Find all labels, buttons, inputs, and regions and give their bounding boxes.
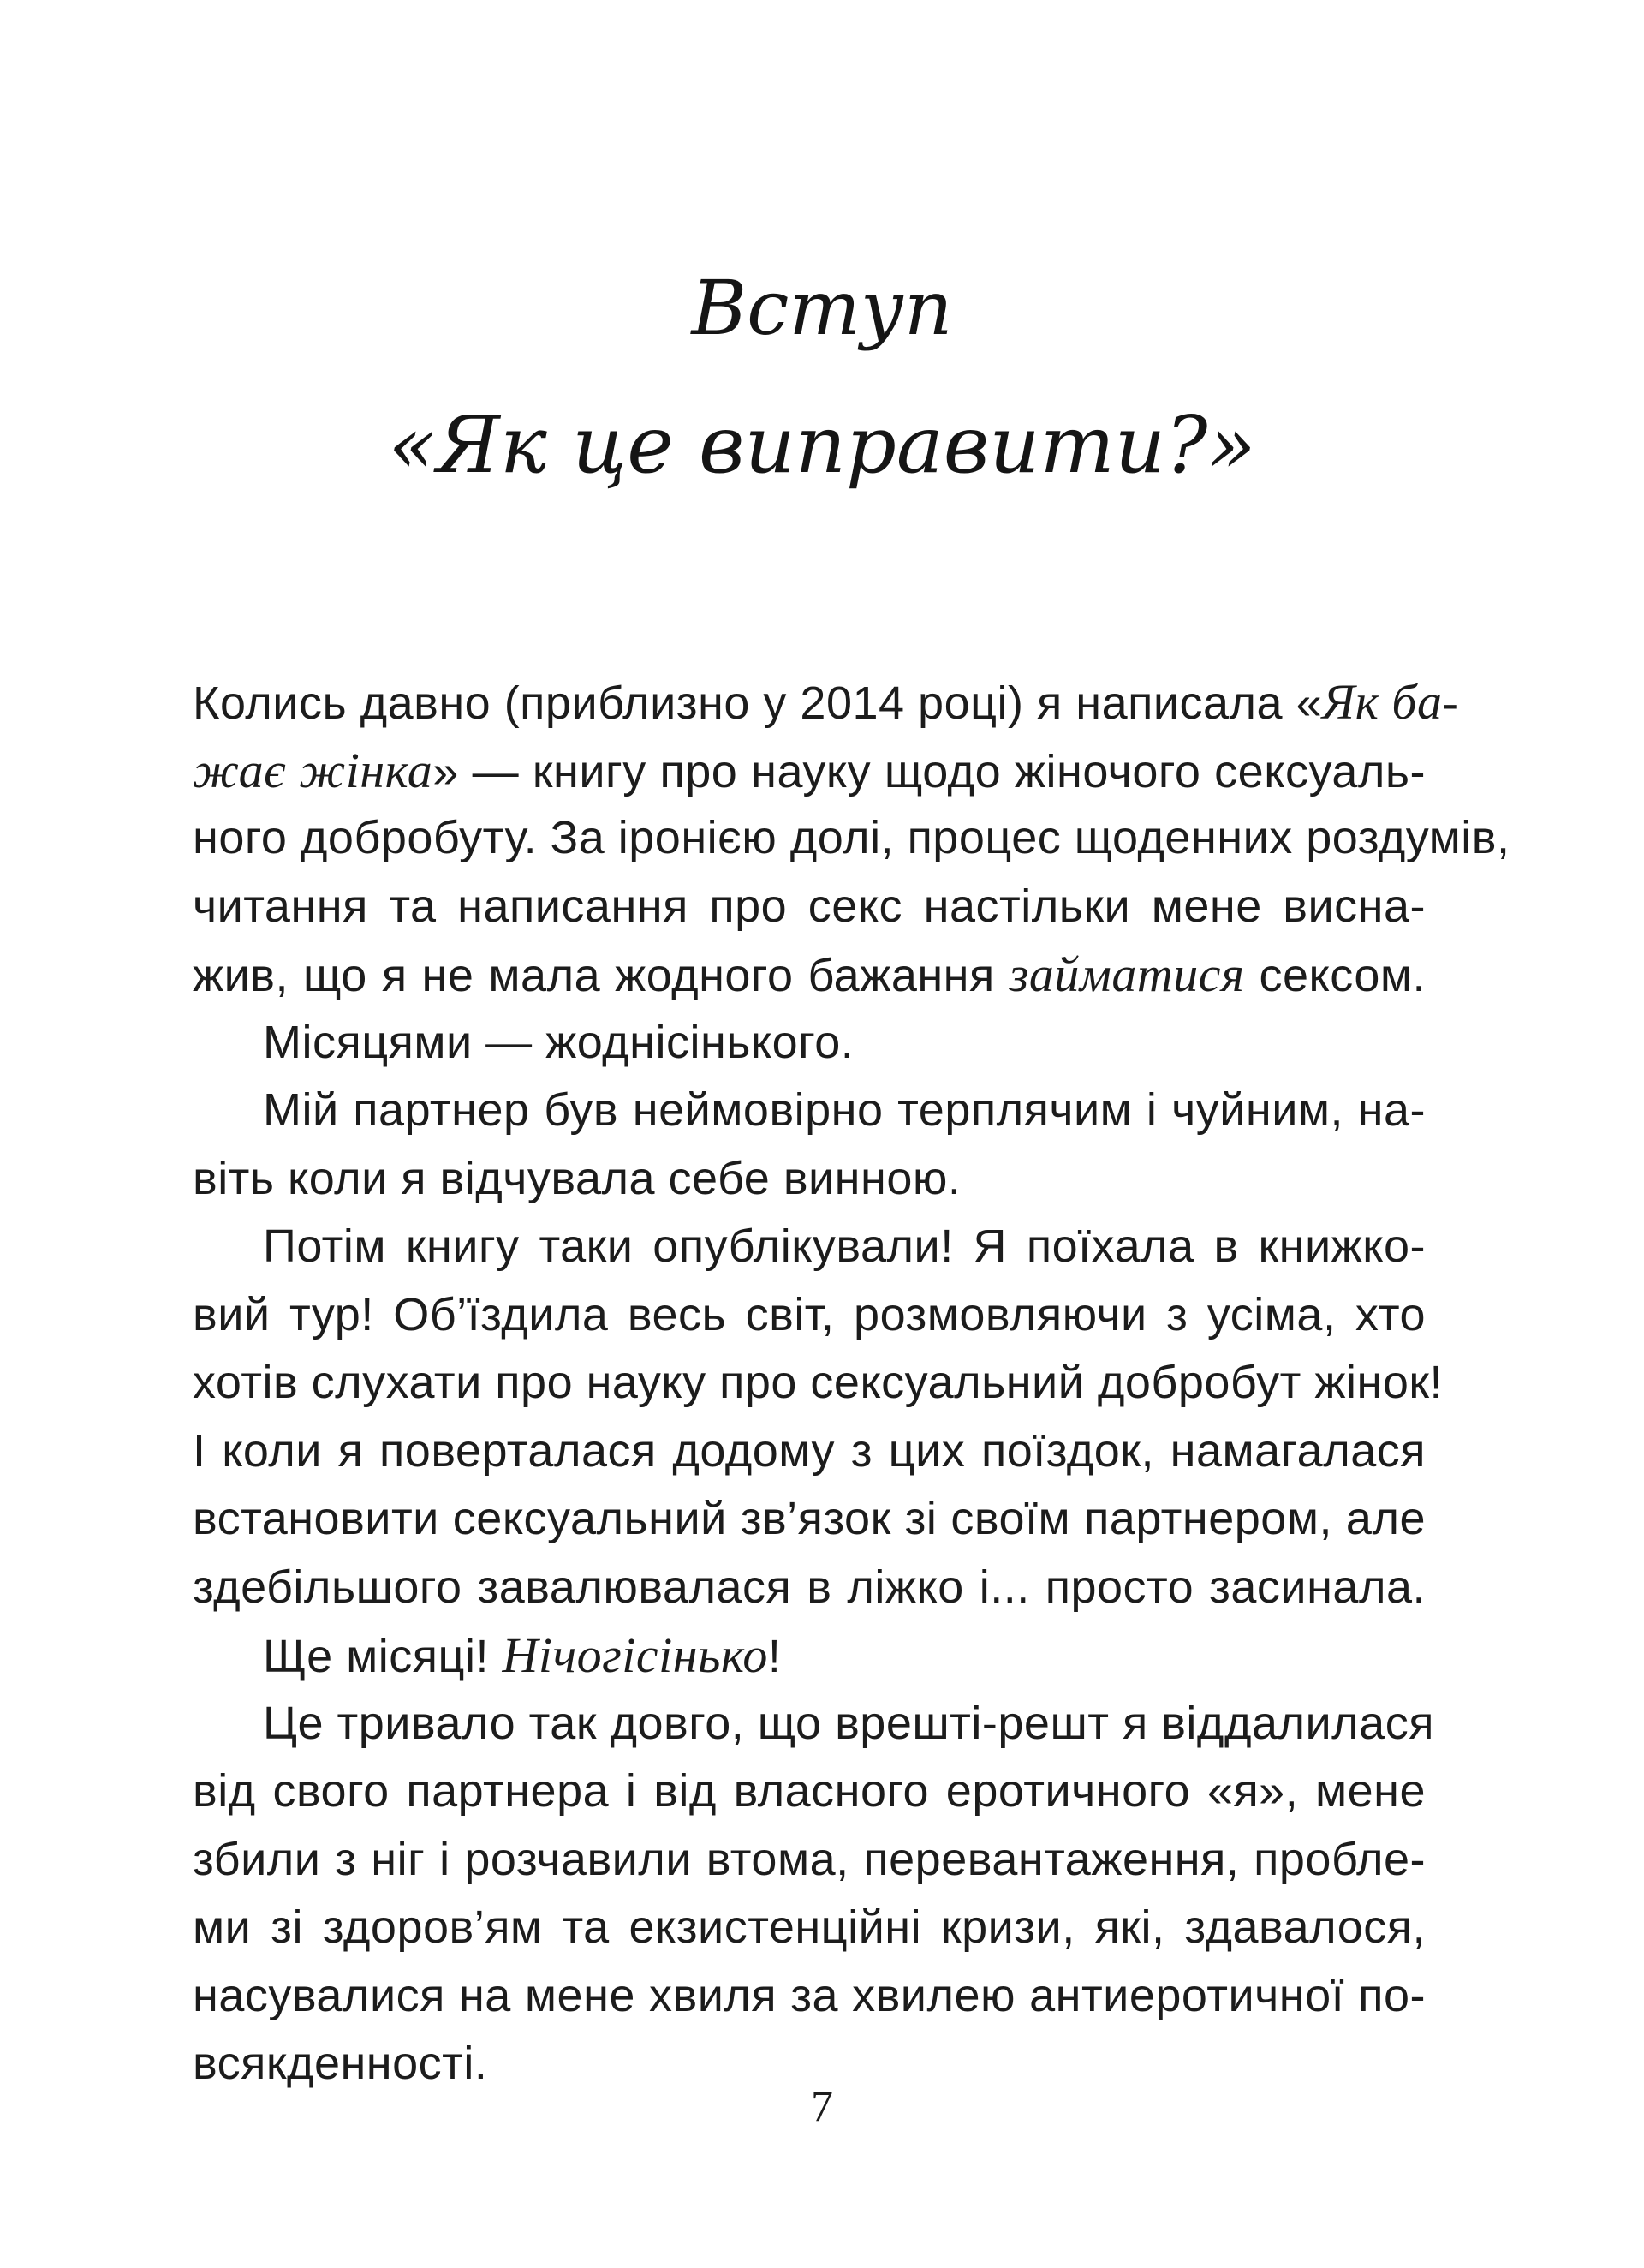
text-line: від свого партнера і від власного еротичного «я», мене xyxy=(193,1765,1426,1817)
text-line: читання та написання про секс настільки мене висна- xyxy=(193,880,1426,932)
text-line: Це тривало так довго, що врешті-решт я віддалилася xyxy=(263,1697,1434,1749)
text-line: Ще місяці! Нічогісінько! xyxy=(263,1627,782,1683)
text-line: збили з ніг і розчавили втома, перевантаження, пробле- xyxy=(193,1833,1426,1885)
body-text xyxy=(193,668,1510,2098)
text-line: жив, що я не мала жодного бажання займатися сексом. xyxy=(193,946,1426,1002)
text-line: І коли я поверталася додому з цих поїздок, намагалася xyxy=(193,1424,1426,1477)
text-line: віть коли я відчувала себе винною. xyxy=(193,1152,962,1204)
chapter-label: Вступ xyxy=(691,264,953,352)
text-line: хотів слухати про науку про сексуальний добробут жінок! xyxy=(193,1357,1444,1408)
text-line: ми зі здоров’ям та екзистенційні кризи, які, здавалося, xyxy=(193,1901,1426,1953)
text-line: вий тур! Об’їздила весь світ, розмовляючи з усіма, хто xyxy=(193,1288,1426,1340)
text-line: Потім книгу таки опублікували! Я поїхала в книжко- xyxy=(263,1221,1426,1272)
page-number: 7 xyxy=(811,2082,833,2131)
text-line: всякденності. xyxy=(193,2038,488,2089)
text-line: жає жінка» — книгу про науку щодо жіночого сексуаль- xyxy=(193,742,1426,798)
text-line: Мій партнер був неймовірно терплячим і чуйним, на- xyxy=(263,1084,1426,1136)
text-line: встановити сексуальний зв’язок зі своїм партнером, але xyxy=(193,1493,1426,1544)
text-line: Колись давно (приблизно у 2014 році) я написала «Як ба- xyxy=(193,674,1460,730)
text-line: Місяцями — жоднісінького. xyxy=(263,1016,855,1068)
text-line: ного добробуту. За іронією долі, процес щоденних роздумів, xyxy=(193,812,1510,863)
chapter-title: «Як це виправити?» xyxy=(388,399,1256,491)
text-line: здебільшого завалювалася в ліжко і... просто засинала. xyxy=(193,1561,1426,1613)
text-line: насувалися на мене хвиля за хвилею антиеротичної по- xyxy=(193,1969,1426,2021)
